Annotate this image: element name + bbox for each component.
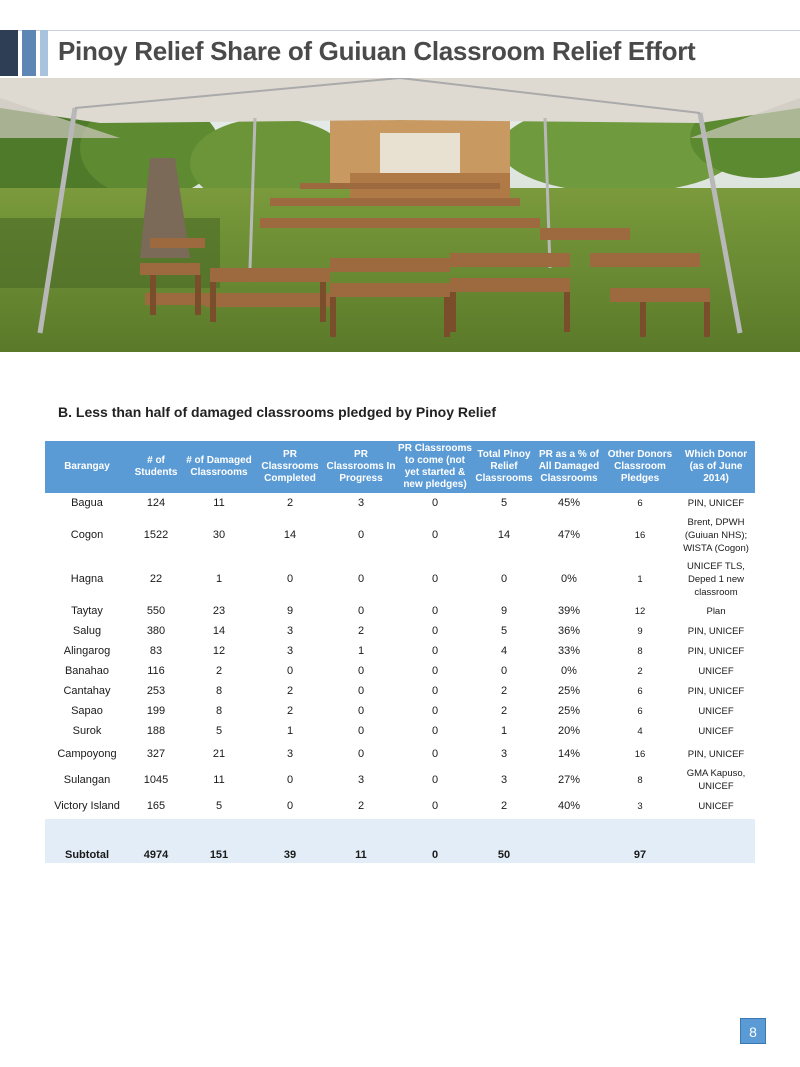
cell-completed: 9 [286, 605, 294, 617]
cell-in-progress: 3 [357, 774, 365, 786]
cell-damaged: 8 [215, 705, 223, 717]
col-header-total-pr: Total Pinoy Relief Classrooms [473, 441, 535, 493]
cell-pct: 14% [557, 748, 581, 760]
section-subtitle: B. Less than half of damaged classrooms pledged by Pinoy Relief [58, 404, 496, 420]
col-header-which-donor: Which Donor (as of June 2014) [677, 441, 755, 493]
cell-students: 165 [146, 800, 166, 812]
cell-in-progress: 0 [357, 725, 365, 737]
cell-donor: UNICEF [698, 725, 734, 737]
cell-completed: 3 [286, 625, 294, 637]
subtotal-other: 97 [603, 819, 677, 863]
cell-donor: GMA Kapuso, UNICEF [686, 768, 746, 792]
cell-barangay: Cantahay [63, 685, 111, 697]
cell-damaged: 8 [215, 685, 223, 697]
col-header-other-donors: Other Donors Classroom Pledges [603, 441, 677, 493]
cell-total-pr: 5 [500, 625, 508, 637]
cell-students: 380 [146, 625, 166, 637]
page-number: 8 [740, 1018, 766, 1044]
cell-in-progress: 0 [357, 573, 365, 585]
cell-other: 8 [637, 774, 643, 786]
cell-completed: 0 [286, 573, 294, 585]
cell-total-pr: 5 [500, 497, 508, 509]
cell-to-come: 0 [431, 685, 439, 697]
table-row [45, 721, 755, 741]
cell-students: 22 [149, 573, 163, 585]
cell-donor: PIN, UNICEF [687, 625, 745, 637]
cell-other: 12 [634, 605, 646, 617]
cell-damaged: 11 [213, 497, 225, 509]
cell-total-pr: 4 [500, 645, 508, 657]
cell-completed: 0 [286, 800, 294, 812]
cell-completed: 1 [286, 725, 294, 737]
table-row [45, 641, 755, 661]
cell-pct: 47% [557, 529, 581, 541]
cell-other: 1 [637, 573, 643, 585]
cell-total-pr: 3 [500, 748, 508, 760]
cell-damaged: 14 [212, 625, 226, 637]
cell-barangay: Surok [72, 725, 102, 737]
cell-total-pr: 2 [500, 685, 508, 697]
cell-damaged: 11 [213, 774, 225, 786]
cell-pct: 45% [557, 497, 581, 509]
cell-students: 327 [146, 748, 166, 760]
cell-pct: 20% [557, 725, 581, 737]
cell-total-pr: 2 [500, 705, 508, 717]
cell-total-pr: 1 [500, 725, 508, 737]
cell-completed: 3 [286, 645, 294, 657]
cell-damaged: 23 [212, 605, 226, 617]
cell-students: 188 [146, 725, 166, 737]
cell-donor: PIN, UNICEF [687, 748, 745, 760]
subtotal-row [45, 819, 755, 863]
table-row [45, 681, 755, 701]
subtotal-to-come: 0 [397, 819, 473, 863]
cell-barangay: Victory Island [54, 800, 120, 812]
cell-to-come: 0 [431, 725, 439, 737]
cell-total-pr: 2 [500, 800, 508, 812]
cell-total-pr: 0 [500, 573, 508, 585]
cell-students: 83 [149, 645, 163, 657]
cell-in-progress: 2 [357, 800, 365, 812]
cell-in-progress: 0 [357, 665, 365, 677]
subtotal-total-pr: 50 [473, 819, 535, 863]
cell-to-come: 0 [431, 705, 439, 717]
col-header-completed: PR Classrooms Completed [255, 441, 325, 493]
table-row [45, 661, 755, 681]
subtotal-completed: 39 [255, 819, 325, 863]
cell-donor: UNICEF TLS, Deped 1 new classroom [687, 560, 745, 598]
cell-other: 3 [637, 800, 643, 812]
col-header-in-progress: PR Classrooms In Progress [325, 441, 397, 493]
cell-barangay: Salug [72, 625, 102, 637]
col-header-students: # of Students [129, 441, 183, 493]
cell-to-come: 0 [431, 625, 439, 637]
cell-total-pr: 3 [500, 774, 508, 786]
cell-barangay: Campoyong [57, 748, 117, 760]
cell-damaged: 12 [212, 645, 226, 657]
cell-pct: 0% [561, 573, 577, 585]
col-header-barangay: Barangay [45, 441, 129, 493]
cell-completed: 0 [286, 665, 294, 677]
cell-other: 4 [637, 725, 643, 737]
table-row [45, 601, 755, 621]
cell-students: 1522 [143, 529, 169, 541]
col-header-to-come: PR Classrooms to come (not yet started & new pledges) [397, 441, 473, 493]
header-accent-bar-light [40, 30, 48, 76]
cell-other: 2 [637, 665, 643, 677]
table-row [45, 793, 755, 819]
table-row [45, 513, 755, 557]
tent-classroom-photo [0, 78, 800, 352]
subtotal-pct [535, 819, 603, 863]
cell-to-come: 0 [431, 665, 439, 677]
subtotal-in-progress: 11 [325, 819, 397, 863]
cell-donor: UNICEF [698, 800, 734, 812]
cell-barangay: Sulangan [63, 774, 111, 786]
subtotal-donor [677, 819, 755, 863]
table-row [45, 493, 755, 513]
table-row [45, 701, 755, 721]
cell-to-come: 0 [431, 497, 439, 509]
cell-barangay: Sapao [71, 705, 103, 717]
cell-other: 6 [637, 705, 643, 717]
cell-damaged: 5 [215, 800, 223, 812]
cell-damaged: 30 [212, 529, 226, 541]
page-title: Pinoy Relief Share of Guiuan Classroom Relief Effort [58, 36, 696, 66]
header-accent-bar-mid [22, 30, 36, 76]
table-header-row [45, 441, 755, 493]
cell-in-progress: 2 [357, 625, 365, 637]
cell-donor: PIN, UNICEF [687, 497, 745, 509]
cell-students: 116 [147, 665, 165, 677]
cell-other: 6 [637, 497, 643, 509]
cell-pct: 0% [561, 665, 577, 677]
subtotal-label: Subtotal [45, 819, 129, 863]
cell-donor: UNICEF [698, 665, 734, 677]
cell-students: 550 [146, 605, 166, 617]
cell-pct: 36% [557, 625, 581, 637]
cell-to-come: 0 [431, 774, 439, 786]
cell-donor: Brent, DPWH (Guiuan NHS); WISTA (Cogon) [683, 516, 749, 554]
cell-other: 8 [637, 645, 643, 657]
subtotal-damaged: 151 [183, 819, 255, 863]
cell-pct: 33% [557, 645, 581, 657]
cell-other: 9 [637, 625, 643, 637]
cell-to-come: 0 [431, 645, 439, 657]
cell-donor: Plan [706, 605, 726, 617]
cell-other: 6 [637, 685, 643, 697]
table-row [45, 621, 755, 641]
cell-students: 1045 [143, 774, 169, 786]
cell-to-come: 0 [431, 529, 439, 541]
cell-barangay: Taytay [71, 605, 103, 617]
table-row [45, 741, 755, 767]
cell-in-progress: 3 [357, 497, 365, 509]
cell-total-pr: 14 [497, 529, 511, 541]
cell-damaged: 2 [215, 665, 223, 677]
cell-completed: 2 [286, 685, 294, 697]
cell-donor: UNICEF [698, 705, 734, 717]
cell-pct: 27% [557, 774, 581, 786]
cell-in-progress: 0 [357, 605, 365, 617]
subtotal-students: 4974 [129, 819, 183, 863]
cell-in-progress: 0 [357, 705, 365, 717]
cell-pct: 40% [557, 800, 581, 812]
table-row [45, 557, 755, 601]
table-row [45, 767, 755, 793]
cell-completed: 14 [283, 529, 297, 541]
cell-completed: 3 [286, 748, 294, 760]
cell-donor: PIN, UNICEF [687, 685, 745, 697]
cell-damaged: 21 [212, 748, 226, 760]
col-header-pct: PR as a % of All Damaged Classrooms [535, 441, 603, 493]
cell-damaged: 1 [215, 573, 223, 585]
cell-other: 16 [634, 529, 646, 541]
cell-to-come: 0 [431, 605, 439, 617]
cell-barangay: Banahao [64, 665, 110, 677]
cell-total-pr: 0 [500, 665, 508, 677]
cell-barangay: Bagua [71, 497, 103, 509]
cell-students: 124 [146, 497, 166, 509]
header-accent-bar-dark [0, 30, 18, 76]
col-header-damaged: # of Damaged Classrooms [183, 441, 255, 493]
cell-in-progress: 0 [357, 529, 365, 541]
cell-barangay: Hagna [70, 573, 104, 585]
cell-donor: PIN, UNICEF [687, 645, 745, 657]
cell-students: 253 [146, 685, 166, 697]
cell-to-come: 0 [431, 573, 439, 585]
cell-to-come: 0 [431, 800, 439, 812]
cell-in-progress: 0 [357, 685, 365, 697]
cell-total-pr: 9 [500, 605, 508, 617]
classroom-relief-table [45, 441, 755, 863]
cell-in-progress: 1 [357, 645, 365, 657]
cell-students: 199 [146, 705, 166, 717]
cell-barangay: Alingarog [63, 645, 111, 657]
cell-to-come: 0 [431, 748, 439, 760]
cell-pct: 25% [557, 685, 581, 697]
cell-pct: 39% [557, 605, 581, 617]
cell-in-progress: 0 [357, 748, 365, 760]
cell-completed: 2 [286, 705, 294, 717]
cell-pct: 25% [557, 705, 581, 717]
cell-completed: 2 [286, 497, 294, 509]
cell-other: 16 [634, 748, 646, 760]
header-rule [0, 30, 800, 31]
cell-completed: 0 [286, 774, 294, 786]
cell-barangay: Cogon [70, 529, 104, 541]
cell-damaged: 5 [215, 725, 223, 737]
